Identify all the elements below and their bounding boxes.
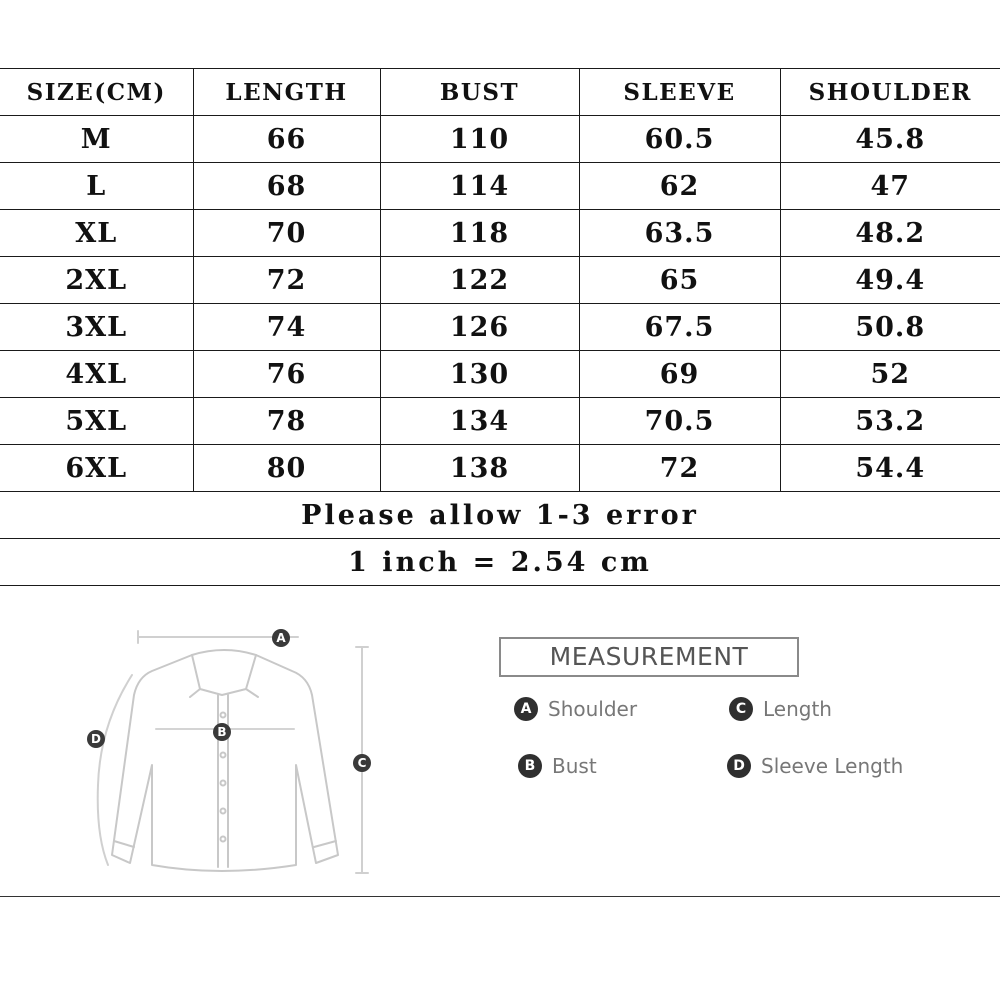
cell-bust: 118 [380,210,579,257]
cell-bust: 122 [380,257,579,304]
size-table [0,68,1000,586]
cell-shoulder: 49.4 [780,257,1000,304]
table-row [0,351,1000,398]
cell-shoulder: 54.4 [780,445,1000,492]
note-row-error [0,492,1000,539]
cell-sleeve: 60.5 [579,116,780,163]
legend-label-sleeve-length: Sleeve Length [761,754,904,778]
table-row [0,163,1000,210]
cell-sleeve: 67.5 [579,304,780,351]
cell-sleeve: 62 [579,163,780,210]
cell-length: 68 [193,163,380,210]
legend-badge-b: B [518,754,542,778]
legend-item-length [729,697,832,721]
header-sleeve: SLEEVE [579,69,780,116]
legend-item-bust [518,754,597,778]
cell-size: M [0,116,193,163]
legend-item-shoulder [514,697,637,721]
cell-shoulder: 47 [780,163,1000,210]
legend-label-bust: Bust [552,754,597,778]
cell-size: 6XL [0,445,193,492]
cell-bust: 110 [380,116,579,163]
cell-length: 78 [193,398,380,445]
header-length: LENGTH [193,69,380,116]
cell-shoulder: 53.2 [780,398,1000,445]
error-note: Please allow 1-3 error [0,492,1000,539]
header-bust: BUST [380,69,579,116]
legend-label-length: Length [763,697,832,721]
cell-size: 2XL [0,257,193,304]
cell-sleeve: 63.5 [579,210,780,257]
cell-sleeve: 69 [579,351,780,398]
table-row [0,210,1000,257]
legend-item-sleeve-length [727,754,903,778]
cell-shoulder: 45.8 [780,116,1000,163]
cell-length: 74 [193,304,380,351]
cell-size: 4XL [0,351,193,398]
table-row [0,445,1000,492]
table-row [0,257,1000,304]
cell-length: 76 [193,351,380,398]
header-size: SIZE(CM) [0,69,193,116]
cell-sleeve: 70.5 [579,398,780,445]
table-row [0,398,1000,445]
cell-size: XL [0,210,193,257]
cell-bust: 126 [380,304,579,351]
measurement-title: MEASUREMENT [499,637,799,677]
legend-badge-c: C [729,697,753,721]
cell-shoulder: 48.2 [780,210,1000,257]
cell-size: L [0,163,193,210]
cell-bust: 134 [380,398,579,445]
cell-bust: 130 [380,351,579,398]
legend-badge-a: A [514,697,538,721]
cell-size: 3XL [0,304,193,351]
cell-shoulder: 52 [780,351,1000,398]
table-header-row [0,69,1000,116]
legend-badge-d: D [727,754,751,778]
legend-label-shoulder: Shoulder [548,697,638,721]
inch-conversion-note: 1 inch = 2.54 cm [0,539,1000,586]
marker-b-bust: B [213,723,231,741]
cell-shoulder: 50.8 [780,304,1000,351]
cell-length: 80 [193,445,380,492]
cell-sleeve: 72 [579,445,780,492]
marker-a-shoulder: A [272,629,290,647]
cell-size: 5XL [0,398,193,445]
table-row [0,116,1000,163]
marker-c-length: C [353,754,371,772]
shirt-outline-icon [60,615,400,885]
cell-sleeve: 65 [579,257,780,304]
cell-length: 72 [193,257,380,304]
marker-d-sleeve: D [87,730,105,748]
header-shoulder: SHOULDER [780,69,1000,116]
note-row-inch [0,539,1000,586]
cell-bust: 138 [380,445,579,492]
table-row [0,304,1000,351]
cell-length: 70 [193,210,380,257]
cell-length: 66 [193,116,380,163]
cell-bust: 114 [380,163,579,210]
